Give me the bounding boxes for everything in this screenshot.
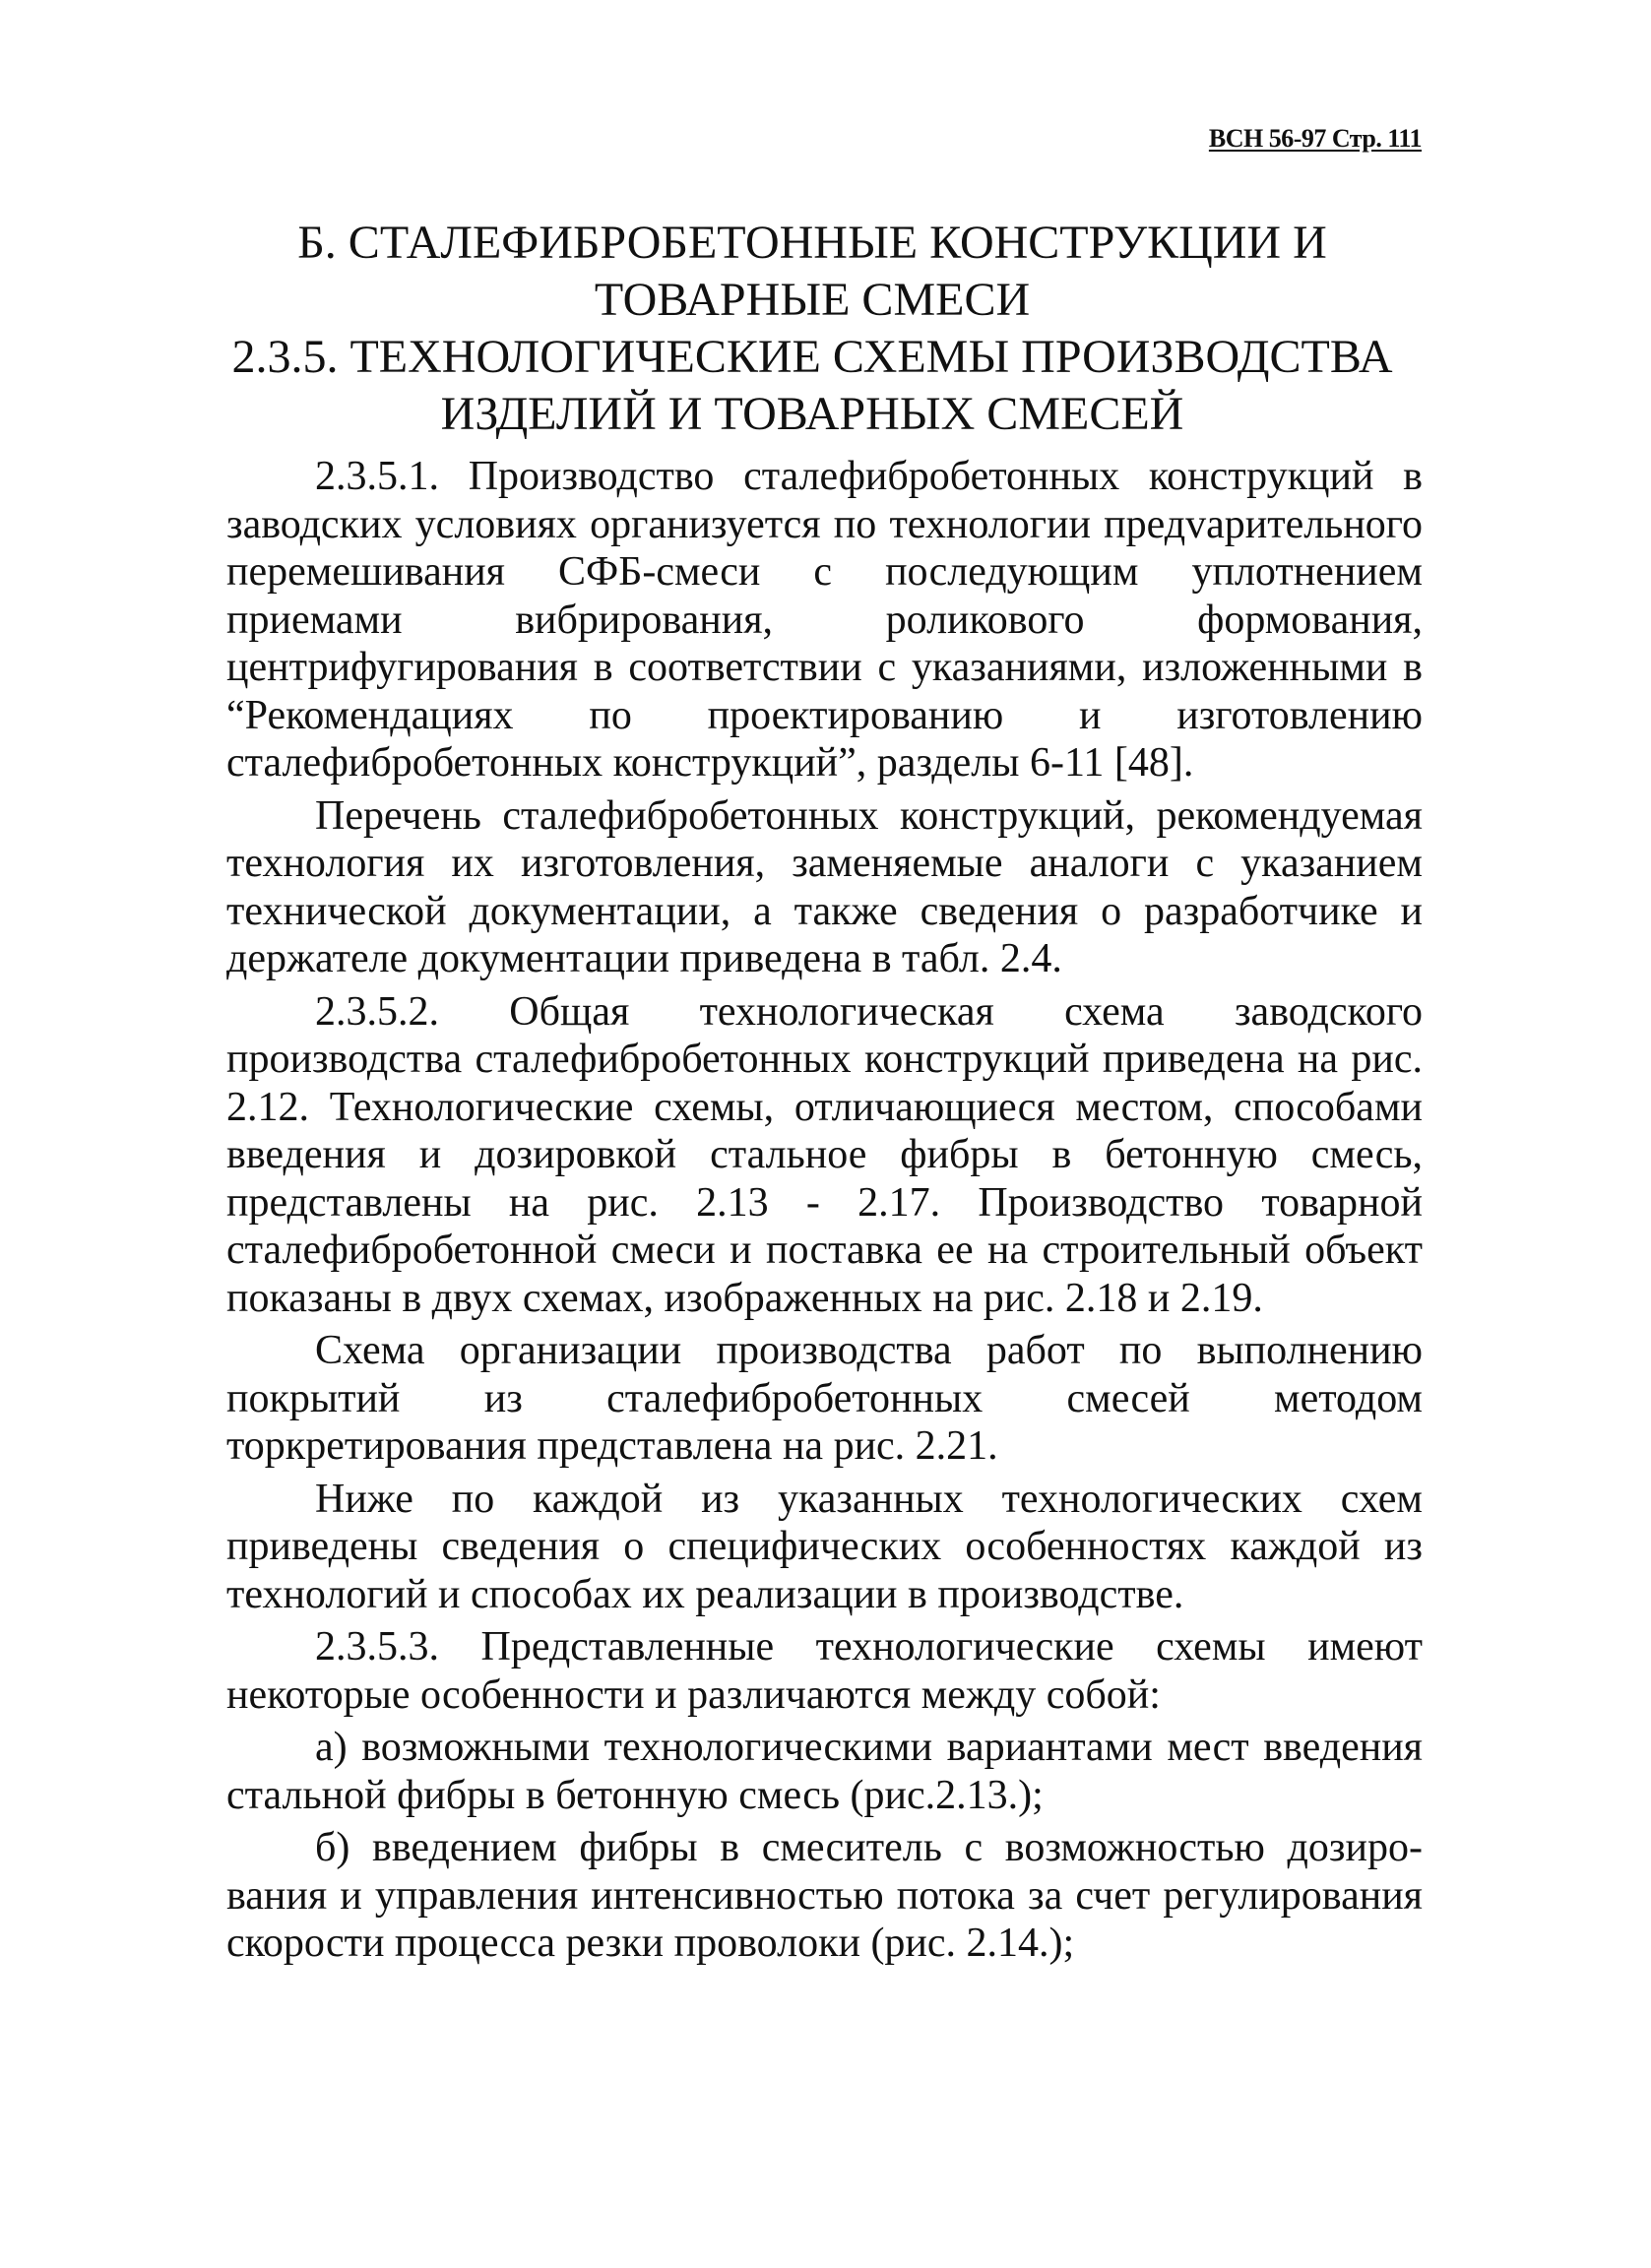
paragraph-2-3-5-3: 2.3.5.3. Представленные технологические схемы имеют некоторые особенности и различаются между собой: [226,1624,1423,1718]
title-line: ИЗДЕЛИЙ И ТОВАРНЫХ СМЕСЕЙ [440,388,1184,440]
list-item-a: а) возможными технологическими вариантами мест введения стальной фибры в бетонную смесь (рис.2.13.); [226,1725,1423,1818]
list-item-b: б) введением фибры в смеситель с возможностью дозирования и управления интенсивностью потока за счет регулирования скорости процесса резки проволоки (рис. 2.14.); [226,1825,1423,1966]
title-line: ТОВАРНЫЕ СМЕСИ [594,274,1031,326]
title-line: 2.3.5. ТЕХНОЛОГИЧЕСКИЕ СХЕМЫ ПРОИЗВОДСТВА [231,331,1393,383]
paragraph-2-3-5-2: 2.3.5.2. Общая технологическая схема заводского производства сталефибробетонных конструкций приведена на рис. 2.12. Технологические схемы, отличающиеся местом, способами введения и дозировкой стальное фибры в бетонную смесь, представлены на рис. 2.13 - 2.17. Производство товарной сталефибробетонной смеси и поставка ее на строительный объект показаны в двух схемах, изображенных на рис. 2.18 и 2.19. [226,988,1423,1321]
title-line: Б. СТАЛЕФИБРОБЕТОННЫЕ КОНСТРУКЦИИ И [297,217,1327,269]
paragraph-list-of-structures: Перечень сталефибробетонных конструкций, рекомендуемая технология их изготовления, заменяемые аналоги с указанием технической документации, а также сведения о разработчике и держателе документации приведена в табл. 2.4. [226,792,1423,981]
body-text [226,453,1423,1973]
running-header: ВСН 56-97 Стр. 111 [1208,124,1422,153]
paragraph-2-3-5-1: 2.3.5.1. Производство сталефибробетонных конструкций в заводских условиях организуется по технологии предvарительного перемешивания СФБ-смеси с последующим уплотнением приемами вибрирования, роликового формования, центрифугирования в соответствии с указаниями, изложенными в “Рекомендациях по проектированию и изготовлению сталефибробетонных конструкций”, разделы 6-11 [48]. [226,454,1423,786]
paragraph-details-below: Ниже по каждой из указанных технологических схем приведены сведения о специфических особенностях каждой из технологий и способах их реализации в производстве. [226,1476,1423,1617]
section-title [197,215,1428,443]
paragraph-shotcrete-scheme: Схема организации производства работ по выполнению покрытий из сталефибробетонных смесей методом торкретирования представлена на рис. 2.21. [226,1328,1423,1469]
